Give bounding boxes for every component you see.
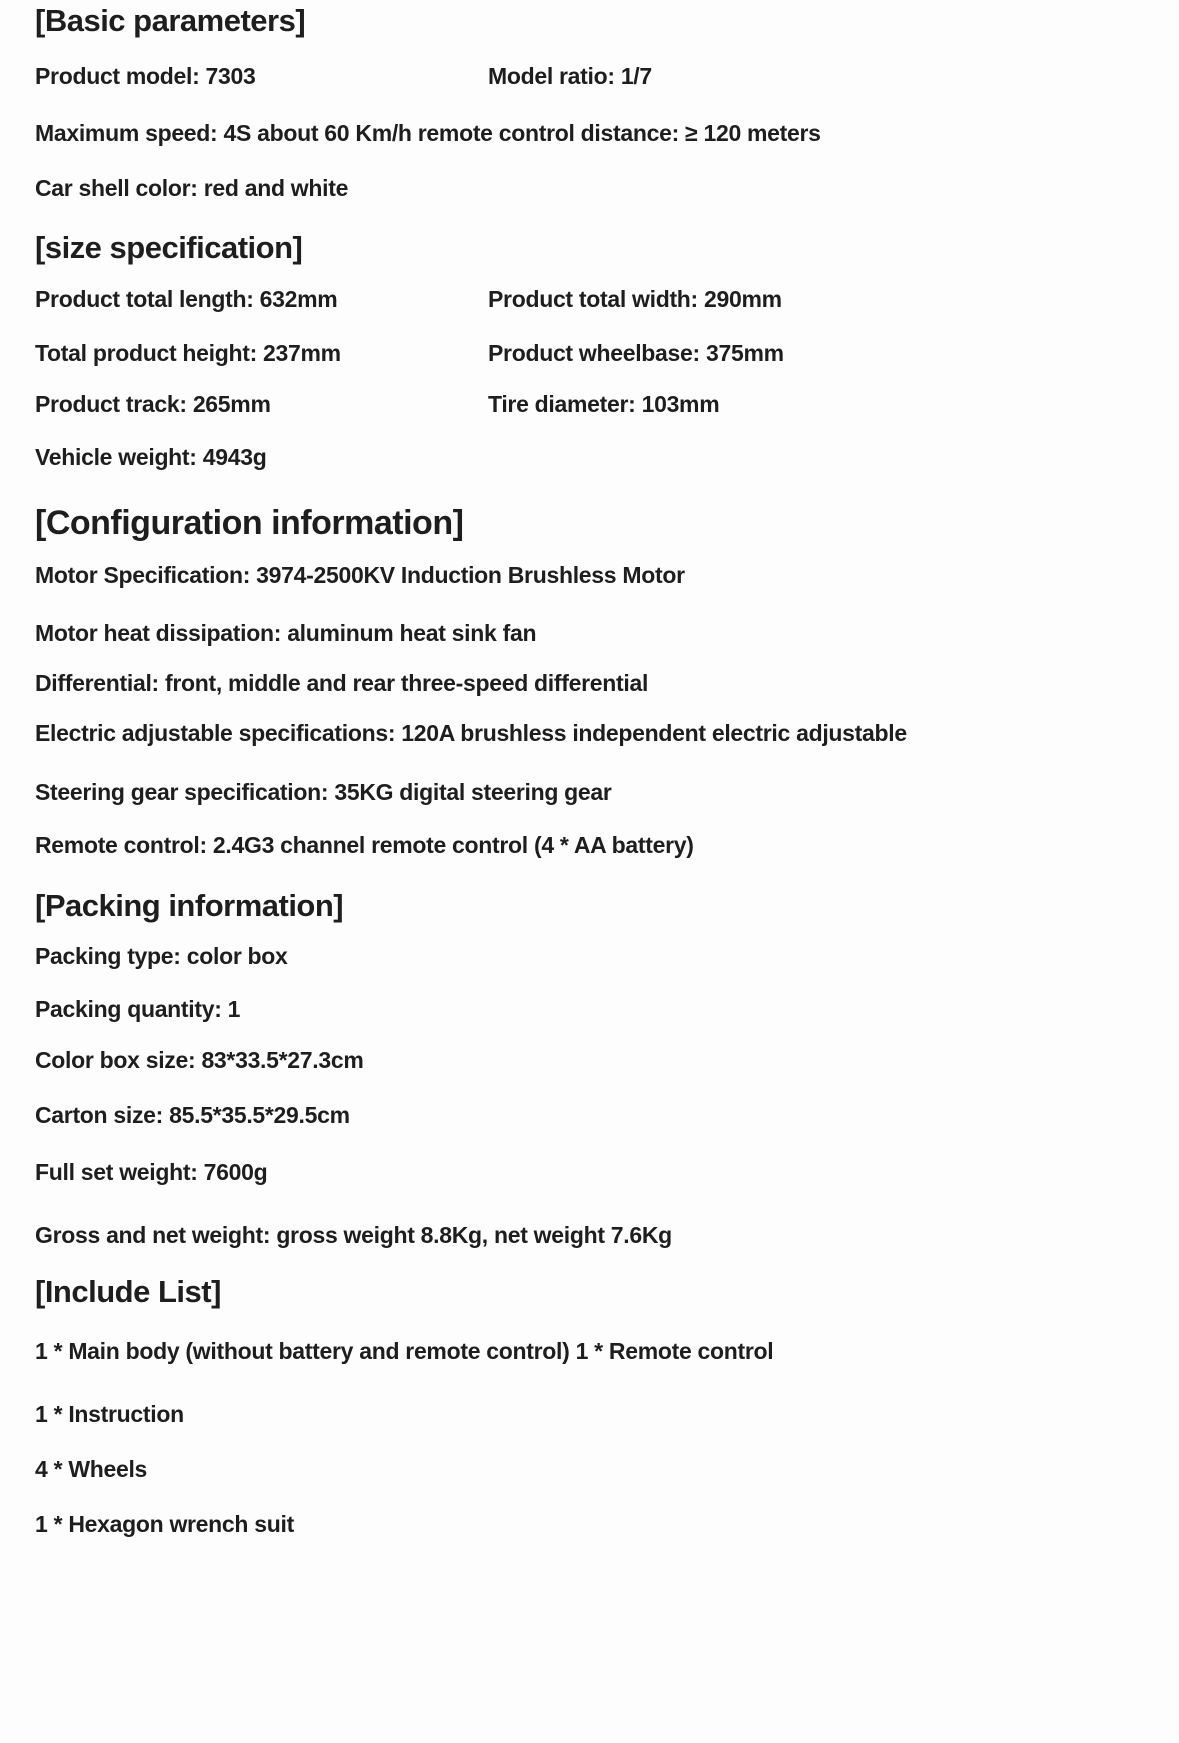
spec-line-tire-diameter: Tire diameter: 103mm bbox=[488, 390, 720, 417]
spec-line-maximum-speed: Maximum speed: 4S about 60 Km/h remote control distance: ≥ 120 meters bbox=[35, 120, 821, 147]
spec-row bbox=[35, 392, 1149, 416]
spec-line-motor-heat-dissipation: Motor heat dissipation: aluminum heat sink fan bbox=[35, 619, 537, 646]
spec-line-track: Product track: 265mm bbox=[35, 390, 271, 417]
spec-line-color-box-size: Color box size: 83*33.5*27.3cm bbox=[35, 1046, 364, 1073]
spec-line-steering-gear: Steering gear specification: 35KG digital steering gear bbox=[35, 779, 612, 806]
section-heading-basic-parameters: [Basic parameters] bbox=[35, 3, 306, 38]
spec-line-gross-net-weight: Gross and net weight: gross weight 8.8Kg, net weight 7.6Kg bbox=[35, 1222, 672, 1249]
include-item-wheels: 4 * Wheels bbox=[35, 1455, 148, 1482]
spec-line-carton-size: Carton size: 85.5*35.5*29.5cm bbox=[35, 1101, 350, 1128]
spec-line-total-width: Product total width: 290mm bbox=[488, 285, 782, 312]
spec-row bbox=[35, 341, 1149, 365]
spec-line-differential: Differential: front, middle and rear three-speed differential bbox=[35, 669, 649, 696]
spec-line-car-shell-color: Car shell color: red and white bbox=[35, 175, 349, 202]
section-heading-configuration-information: [Configuration information] bbox=[35, 504, 464, 543]
spec-line-product-model: Product model: 7303 bbox=[35, 63, 256, 90]
spec-line-motor-specification: Motor Specification: 3974-2500KV Induction Brushless Motor bbox=[35, 561, 685, 588]
include-item-main-body: 1 * Main body (without battery and remote control) 1 * Remote control bbox=[35, 1338, 774, 1365]
section-heading-include-list: [Include List] bbox=[35, 1274, 221, 1310]
spec-line-total-height: Total product height: 237mm bbox=[35, 339, 341, 366]
include-item-instruction: 1 * Instruction bbox=[35, 1400, 184, 1427]
section-heading-packing-information: [Packing information] bbox=[35, 888, 344, 924]
spec-line-remote-control: Remote control: 2.4G3 channel remote control (4 * AA battery) bbox=[35, 832, 694, 859]
spec-line-total-length: Product total length: 632mm bbox=[35, 285, 338, 312]
include-item-hexagon-wrench: 1 * Hexagon wrench suit bbox=[35, 1510, 294, 1537]
spec-line-model-ratio: Model ratio: 1/7 bbox=[488, 63, 652, 90]
spec-line-packing-type: Packing type: color box bbox=[35, 942, 288, 969]
spec-row bbox=[35, 287, 1149, 311]
spec-row bbox=[35, 64, 1149, 88]
spec-line-wheelbase: Product wheelbase: 375mm bbox=[488, 339, 784, 366]
spec-line-vehicle-weight: Vehicle weight: 4943g bbox=[35, 444, 267, 471]
spec-line-electric-adjustable: Electric adjustable specifications: 120A brushless independent electric adjustable bbox=[35, 719, 907, 746]
section-heading-size-specification: [size specification] bbox=[35, 229, 303, 265]
spec-line-full-set-weight: Full set weight: 7600g bbox=[35, 1159, 268, 1186]
spec-line-packing-quantity: Packing quantity: 1 bbox=[35, 995, 241, 1022]
